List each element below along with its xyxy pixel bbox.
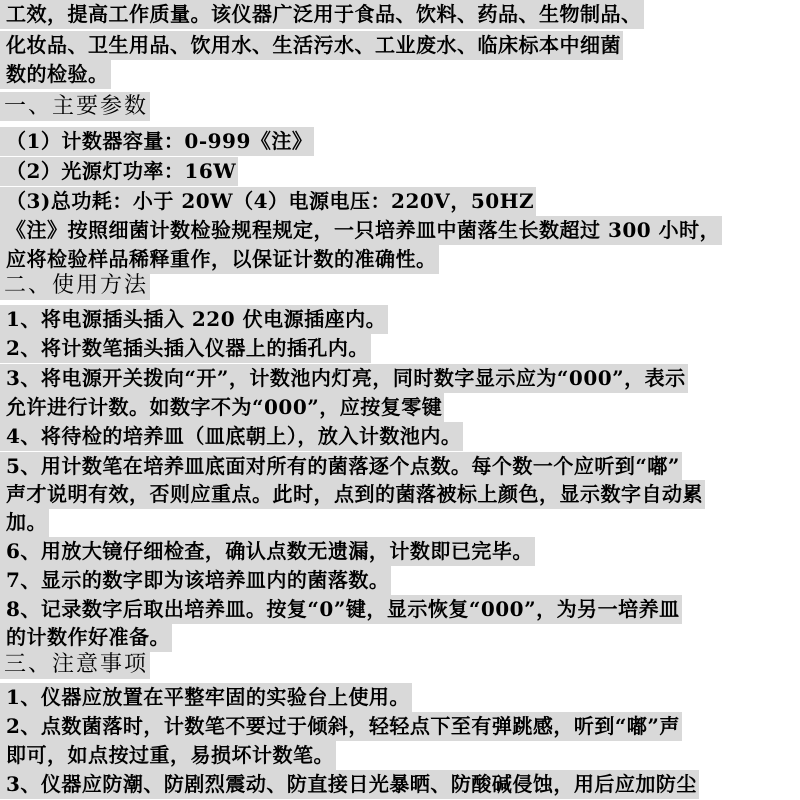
text-line-content: 加。 [0,508,49,537]
text-line [0,537,535,566]
text-line-content: 声才说明有效，否则应重点。此时，点到的菌落被标上颜色，显示数字自动累 [0,480,705,509]
section-heading [0,92,150,121]
text-line-content: 2、将计数笔插头插入仪器上的插孔内。 [0,334,371,363]
text-line-content: 3、仪器应防潮、防剧烈震动、防直接日光暴晒、防酸碱侵蚀，用后应加防尘 [0,770,699,799]
text-line [0,422,463,451]
text-line-content: 2、点数菌落时，计数笔不要过于倾斜，轻轻点下至有弹跳感，听到“嘟”声 [0,712,682,741]
text-line [0,187,536,216]
text-line [0,683,412,712]
text-line [0,157,238,186]
text-line [0,245,439,274]
text-line-content: 工效，提高工作质量。该仪器广泛用于食品、饮料、药品、生物制品、 [0,0,644,29]
text-line [0,305,388,334]
text-line-content: 的计数作好准备。 [0,623,172,652]
text-line [0,452,682,481]
text-line-content: 8、记录数字后取出培养皿。按复“0”键，显示恢复“000”，为另一培养皿 [0,595,682,624]
text-line [0,770,699,799]
section-heading-text: 三、注意事项 [0,650,150,679]
section-heading-text: 一、主要参数 [0,92,150,121]
section-heading-text: 二、使用方法 [0,271,150,300]
text-line [0,127,314,156]
text-line [0,480,705,509]
text-line [0,712,682,741]
text-line [0,393,444,422]
text-line [0,0,644,29]
text-line-content: 《注》按照细菌计数检验规程规定，一只培养皿中菌落生长数超过 300 小时， [0,216,722,245]
text-line-content: 6、用放大镜仔细检查，确认点数无遗漏，计数即已完毕。 [0,537,535,566]
text-line-content: 5、用计数笔在培养皿底面对所有的菌落逐个点数。每个数一个应听到“嘟” [0,452,682,481]
section-heading [0,650,150,679]
text-line [0,595,682,624]
text-line-content: 允许进行计数。如数字不为“000”，应按复零键 [0,393,444,422]
text-line-content: （3)总功耗：小于 20W（4）电源电压：220V，50HZ [0,187,536,216]
text-line [0,623,172,652]
text-line [0,566,391,595]
text-line [0,216,722,245]
text-line-content: 1、将电源插头插入 220 伏电源插座内。 [0,305,388,334]
text-line [0,508,49,537]
text-line-content: 即可，如点按过重，易损坏计数笔。 [0,741,336,770]
text-line [0,334,371,363]
text-line [0,60,111,89]
text-line-content: 7、显示的数字即为该培养皿内的菌落数。 [0,566,391,595]
text-line-content: 化妆品、卫生用品、饮用水、生活污水、工业废水、临床标本中细菌 [0,31,623,60]
text-line-content: 数的检验。 [0,60,111,89]
text-line-content: 1、仪器应放置在平整牢固的实验台上使用。 [0,683,412,712]
text-line-content: 3、将电源开关拨向“开”，计数池内灯亮，同时数字显示应为“000”，表示 [0,364,688,393]
text-line [0,741,336,770]
text-line-content: 应将检验样品稀释重作，以保证计数的准确性。 [0,245,439,274]
text-line [0,364,688,393]
text-line [0,31,623,60]
text-line-content: （1）计数器容量：0-999《注》 [0,127,314,156]
section-heading [0,271,150,300]
text-line-content: （2）光源灯功率：16W [0,157,238,186]
text-line-content: 4、将待检的培养皿（皿底朝上），放入计数池内。 [0,422,463,451]
